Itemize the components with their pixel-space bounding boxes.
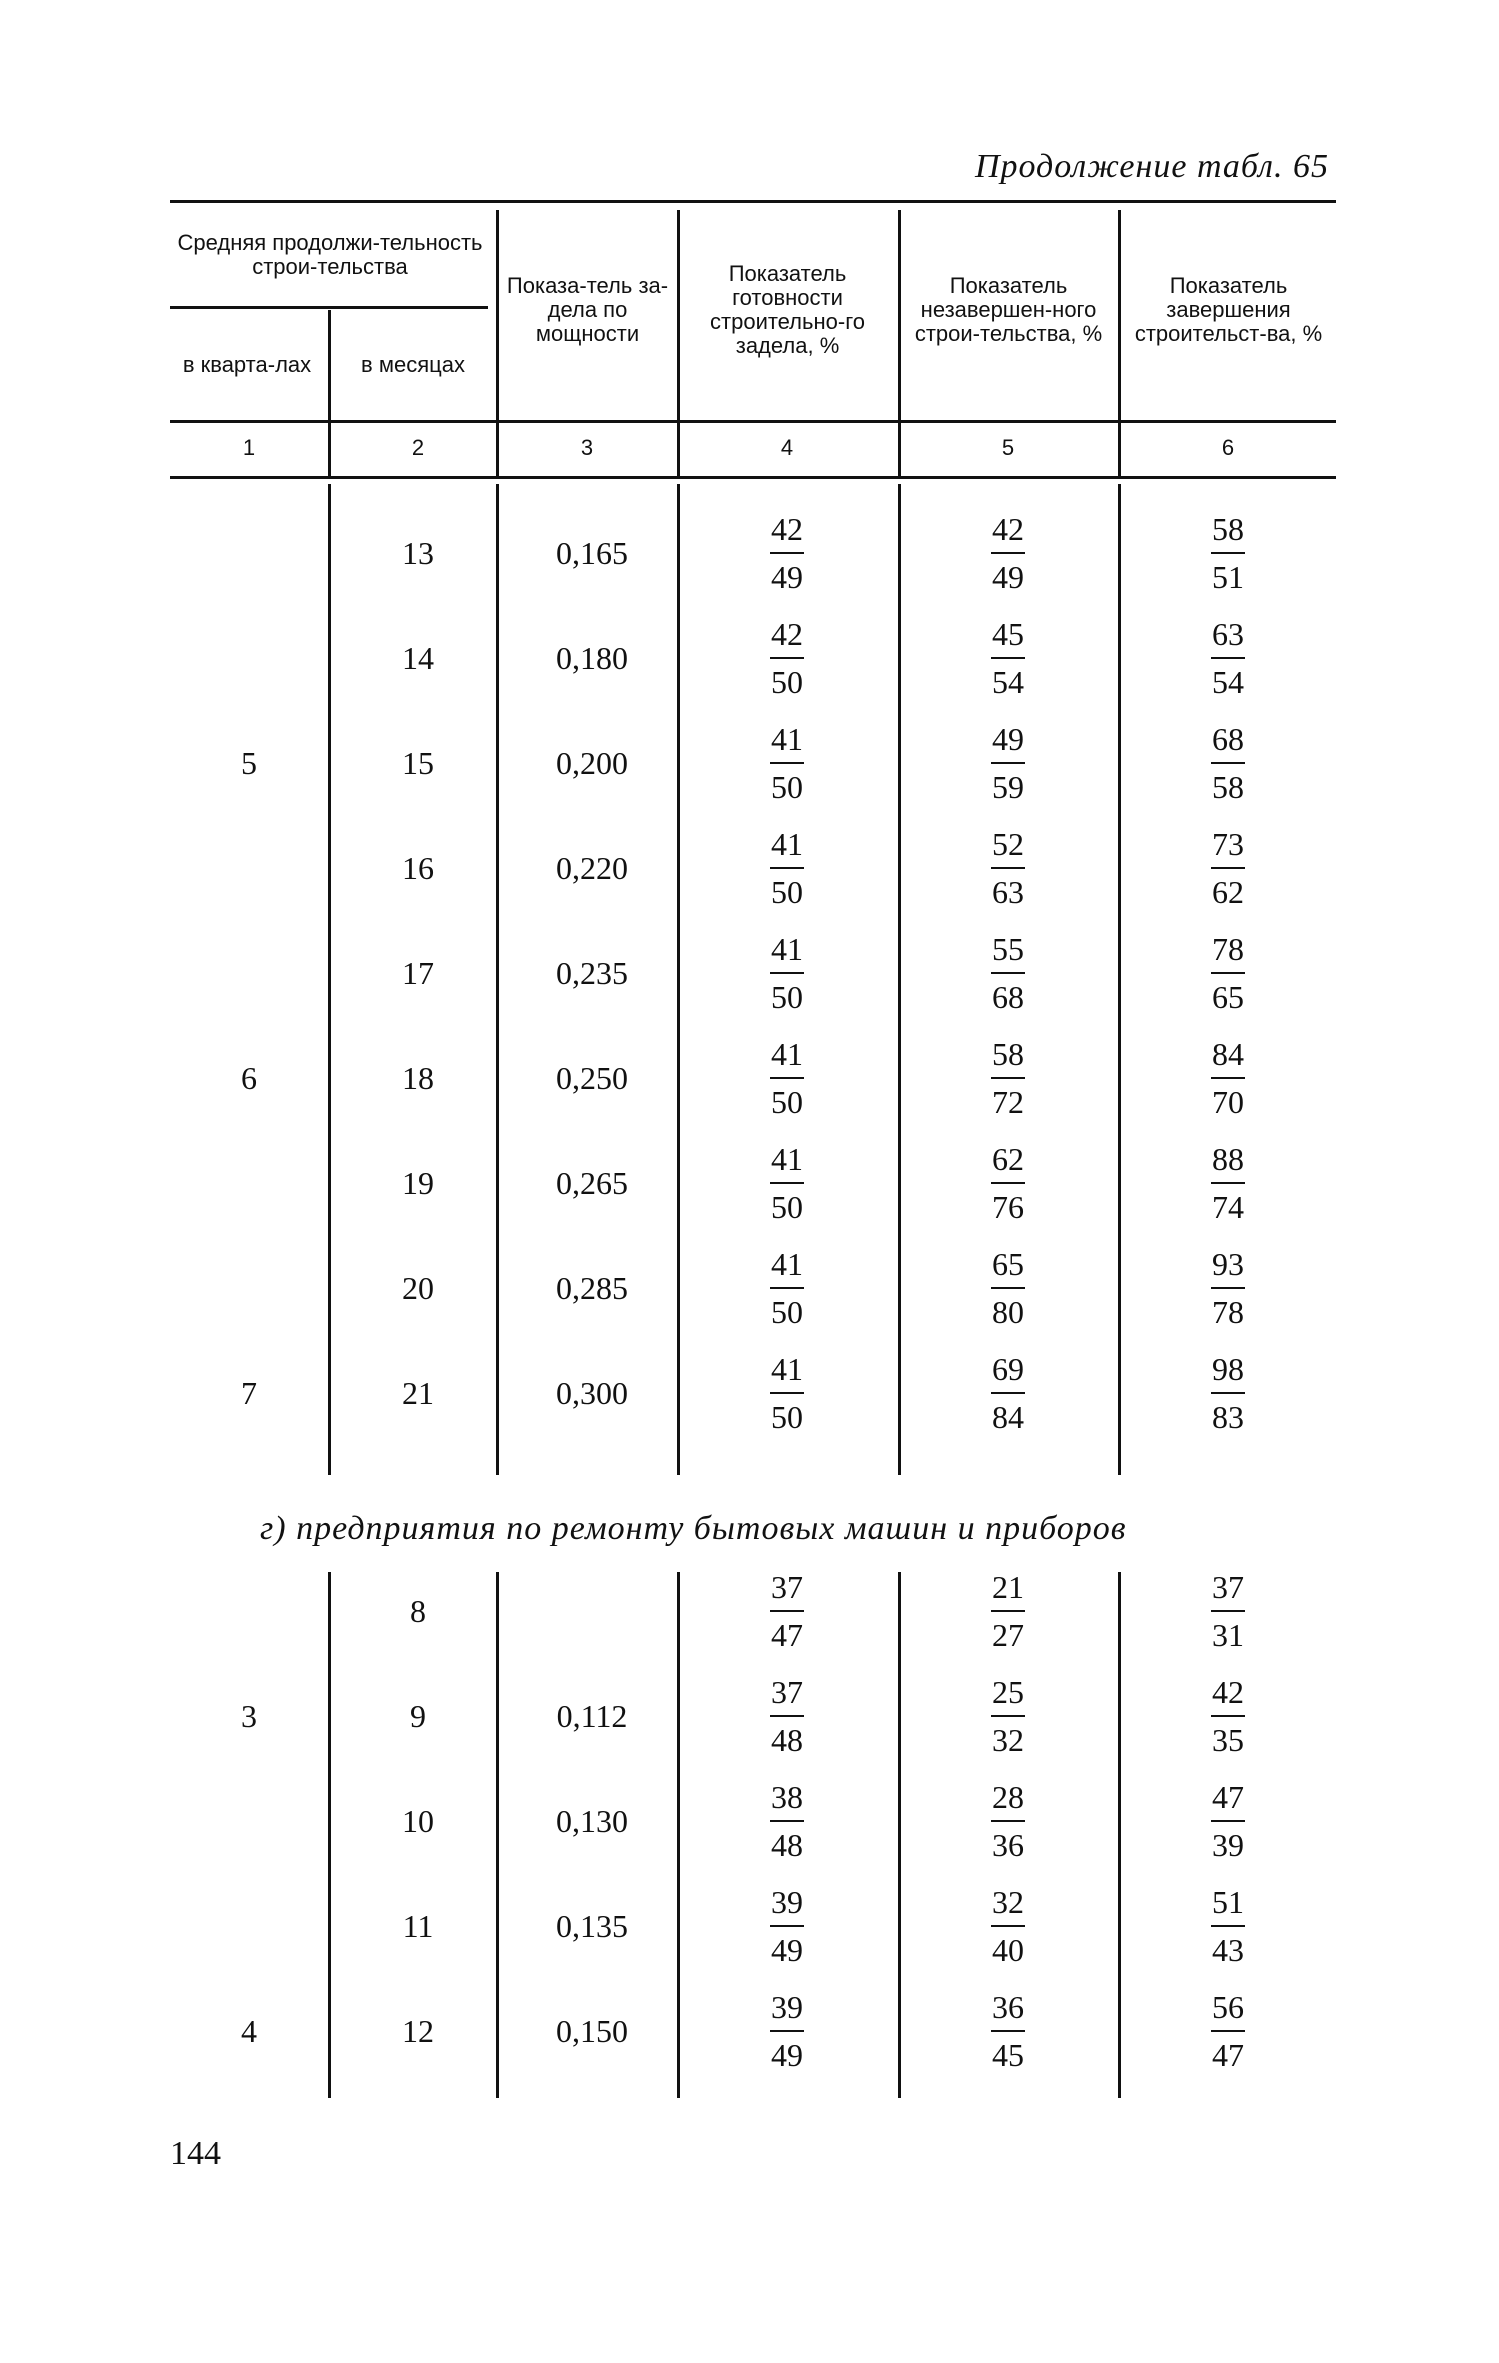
fraction-c4 [747,1140,827,1226]
fraction-bar [991,1715,1025,1717]
numerator: 55 [992,931,1024,967]
denominator: 50 [771,664,803,700]
fraction-bar [1211,1610,1245,1612]
numerator: 73 [1212,826,1244,862]
fraction-bar [770,972,804,974]
numerator: 36 [992,1989,1024,2025]
numerator: 58 [992,1036,1024,1072]
fraction-bar [770,1925,804,1927]
numerator: 42 [992,511,1024,547]
cell-q: 4 [241,2013,257,2049]
cell-m: 12 [402,2013,434,2049]
body-divider-4 [898,1572,901,2098]
cell-m: 18 [402,1060,434,1096]
numerator: 69 [992,1351,1024,1387]
denominator: 76 [992,1189,1024,1225]
denominator: 48 [771,1827,803,1863]
numerator: 58 [1212,511,1244,547]
fraction-c5 [968,1035,1048,1121]
fraction-bar [770,762,804,764]
cell-p: 0,130 [556,1803,628,1839]
fraction-bar [770,1715,804,1717]
numerator: 98 [1212,1351,1244,1387]
fraction-bar [1211,1715,1245,1717]
numerator: 47 [1212,1779,1244,1815]
body-divider-2 [496,484,499,1475]
numerator: 37 [771,1674,803,1710]
fraction-bar [1211,1925,1245,1927]
cell-m: 19 [402,1165,434,1201]
denominator: 62 [1212,874,1244,910]
fraction-c5 [968,1245,1048,1331]
header-col3: Показа-тель за-дела по мощности [506,273,669,346]
fraction-bar [991,972,1025,974]
fraction-bar [991,1392,1025,1394]
numerator: 41 [771,721,803,757]
colnum-3: 3 [580,435,594,460]
denominator: 72 [992,1084,1024,1120]
cell-m: 9 [410,1698,426,1734]
denominator: 49 [771,1932,803,1968]
fraction-c5 [968,825,1048,911]
cell-m: 8 [410,1593,426,1629]
fraction-bar [991,657,1025,659]
numerator: 32 [992,1884,1024,1920]
fraction-c4 [747,1883,827,1969]
colnum-6: 6 [1221,435,1235,460]
denominator: 43 [1212,1932,1244,1968]
fraction-c6 [1188,720,1268,806]
cell-p: 0,200 [556,745,628,781]
denominator: 47 [771,1617,803,1653]
cell-p: 0,135 [556,1908,628,1944]
cell-m: 13 [402,535,434,571]
numerator: 84 [1212,1036,1244,1072]
cell-q: 6 [241,1060,257,1096]
fraction-bar [1211,762,1245,764]
fraction-bar [991,2030,1025,2032]
denominator: 49 [992,559,1024,595]
fraction-c4 [747,1778,827,1864]
fraction-c4 [747,1035,827,1121]
denominator: 50 [771,769,803,805]
fraction-c5 [968,615,1048,701]
fraction-c4 [747,1673,827,1759]
fraction-c4 [747,930,827,1016]
numerator: 42 [1212,1674,1244,1710]
fraction-c4 [747,615,827,701]
table-top-rule [170,200,1336,203]
denominator: 45 [992,2037,1024,2073]
fraction-c4 [747,1988,827,2074]
fraction-c6 [1188,1883,1268,1969]
cell-m: 15 [402,745,434,781]
numerator: 68 [1212,721,1244,757]
denominator: 70 [1212,1084,1244,1120]
group-sub-rule [170,306,488,309]
fraction-bar [1211,867,1245,869]
fraction-c6 [1188,930,1268,1016]
body-divider-4 [898,484,901,1475]
fraction-c6 [1188,1350,1268,1436]
denominator: 65 [1212,979,1244,1015]
cell-q: 7 [241,1375,257,1411]
fraction-c6 [1188,1245,1268,1331]
header-quarters: в кварта-лах [182,352,312,377]
fraction-bar [770,657,804,659]
numerator: 42 [771,511,803,547]
fraction-c4 [747,1245,827,1331]
cell-m: 11 [402,1908,434,1944]
fraction-bar [770,867,804,869]
denominator: 50 [771,1084,803,1120]
numerator: 93 [1212,1246,1244,1282]
cell-q: 5 [241,745,257,781]
colnum-4: 4 [780,435,794,460]
denominator: 59 [992,769,1024,805]
fraction-c5 [968,1568,1048,1654]
denominator: 78 [1212,1294,1244,1330]
numerator: 41 [771,1351,803,1387]
colnum-1: 1 [242,435,256,460]
denominator: 39 [1212,1827,1244,1863]
numerator: 56 [1212,1989,1244,2025]
numerator: 41 [771,931,803,967]
fraction-c5 [968,510,1048,596]
cell-p: 0,180 [556,640,628,676]
numerator: 65 [992,1246,1024,1282]
numerator: 51 [1212,1884,1244,1920]
fraction-c4 [747,1568,827,1654]
denominator: 35 [1212,1722,1244,1758]
header-group: Средняя продолжи-тельность строи-тельства [177,230,483,279]
numerator: 49 [992,721,1024,757]
cell-p: 0,265 [556,1165,628,1201]
fraction-bar [770,1077,804,1079]
numerator: 41 [771,1246,803,1282]
numerator: 21 [992,1569,1024,1605]
numerator: 39 [771,1884,803,1920]
cell-m: 14 [402,640,434,676]
numerator: 37 [771,1569,803,1605]
fraction-c6 [1188,1140,1268,1226]
colnum-bottom-rule [170,476,1336,479]
numerator: 41 [771,1141,803,1177]
fraction-c5 [968,720,1048,806]
numerator: 45 [992,616,1024,652]
cell-m: 10 [402,1803,434,1839]
fraction-bar [770,1287,804,1289]
colnum-divider-5 [1118,424,1121,474]
denominator: 83 [1212,1399,1244,1435]
numerator: 41 [771,1036,803,1072]
denominator: 84 [992,1399,1024,1435]
header-col4: Показатель готовности строительно-го задела, % [710,261,865,358]
fraction-c4 [747,825,827,911]
fraction-bar [1211,972,1245,974]
fraction-bar [991,1077,1025,1079]
colnum-5: 5 [1001,435,1015,460]
denominator: 32 [992,1722,1024,1758]
denominator: 49 [771,2037,803,2073]
body-divider-3 [677,1572,680,2098]
fraction-c5 [968,1883,1048,1969]
fraction-c6 [1188,615,1268,701]
denominator: 63 [992,874,1024,910]
fraction-c5 [968,1140,1048,1226]
denominator: 48 [771,1722,803,1758]
fraction-bar [1211,657,1245,659]
numerator: 62 [992,1141,1024,1177]
colnum-2: 2 [411,435,425,460]
numerator: 52 [992,826,1024,862]
denominator: 51 [1212,559,1244,595]
header-months: в месяцах [361,352,465,377]
fraction-c6 [1188,1988,1268,2074]
numerator: 37 [1212,1569,1244,1605]
numerator: 41 [771,826,803,862]
fraction-bar [991,1820,1025,1822]
numerator: 63 [1212,616,1244,652]
fraction-bar [991,867,1025,869]
denominator: 54 [1212,664,1244,700]
colnum-divider-4 [898,424,901,474]
fraction-c5 [968,930,1048,1016]
denominator: 36 [992,1827,1024,1863]
fraction-bar [770,552,804,554]
denominator: 50 [771,979,803,1015]
denominator: 54 [992,664,1024,700]
cell-m: 17 [402,955,434,991]
colnum-divider-3 [677,424,680,474]
denominator: 49 [771,559,803,595]
denominator: 50 [771,1294,803,1330]
fraction-c5 [968,1988,1048,2074]
header-col5: Показатель незавершен-ного строи-тельства, % [914,273,1103,346]
fraction-bar [770,1392,804,1394]
cell-p: 0,165 [556,535,628,571]
fraction-bar [991,762,1025,764]
fraction-c6 [1188,1568,1268,1654]
denominator: 40 [992,1932,1024,1968]
cell-p: 0,220 [556,850,628,886]
denominator: 50 [771,1399,803,1435]
cell-p: 0,235 [556,955,628,991]
fraction-bar [1211,1820,1245,1822]
body-divider-3 [677,484,680,1475]
denominator: 47 [1212,2037,1244,2073]
fraction-bar [991,1182,1025,1184]
fraction-bar [770,1820,804,1822]
fraction-bar [1211,1392,1245,1394]
denominator: 80 [992,1294,1024,1330]
fraction-c6 [1188,1673,1268,1759]
fraction-c5 [968,1350,1048,1436]
denominator: 58 [1212,769,1244,805]
fraction-c6 [1188,1778,1268,1864]
body-divider-5 [1118,484,1121,1475]
fraction-bar [770,2030,804,2032]
cell-m: 21 [402,1375,434,1411]
denominator: 50 [771,1189,803,1225]
cell-p: 0,150 [556,2013,628,2049]
cell-p: 0,300 [556,1375,628,1411]
fraction-c4 [747,1350,827,1436]
fraction-bar [1211,2030,1245,2032]
fraction-bar [1211,1077,1245,1079]
denominator: 50 [771,874,803,910]
fraction-bar [991,1610,1025,1612]
body-divider-1 [328,484,331,1475]
body-divider-2 [496,1572,499,2098]
numerator: 28 [992,1779,1024,1815]
fraction-c6 [1188,510,1268,596]
fraction-bar [1211,1182,1245,1184]
page-number: 144 [170,2135,221,2172]
section-title: г) предприятия по ремонту бытовых машин и приборов [260,1510,1127,1547]
colnum-divider-1 [328,424,331,474]
fraction-bar [991,1925,1025,1927]
cell-q: 3 [241,1698,257,1734]
fraction-c5 [968,1778,1048,1864]
numerator: 78 [1212,931,1244,967]
body-divider-5 [1118,1572,1121,2098]
fraction-c5 [968,1673,1048,1759]
cell-p: 0,250 [556,1060,628,1096]
cell-p: 0,112 [556,1698,628,1734]
denominator: 27 [992,1617,1024,1653]
numerator: 39 [771,1989,803,2025]
fraction-c4 [747,510,827,596]
fraction-bar [770,1182,804,1184]
fraction-bar [991,1287,1025,1289]
fraction-bar [991,552,1025,554]
fraction-c6 [1188,825,1268,911]
denominator: 68 [992,979,1024,1015]
fraction-bar [1211,1287,1245,1289]
cell-m: 16 [402,850,434,886]
numerator: 25 [992,1674,1024,1710]
cell-m: 20 [402,1270,434,1306]
header-bottom-rule [170,420,1336,423]
fraction-bar [770,1610,804,1612]
colnum-divider-2 [496,424,499,474]
table-caption: Продолжение табл. 65 [974,148,1329,185]
body-divider-1 [328,1572,331,2098]
denominator: 31 [1212,1617,1244,1653]
numerator: 38 [771,1779,803,1815]
denominator: 74 [1212,1189,1244,1225]
fraction-bar [1211,552,1245,554]
header-col6: Показатель завершения строительст-ва, % [1134,273,1323,346]
cell-p: 0,285 [556,1270,628,1306]
numerator: 42 [771,616,803,652]
fraction-c6 [1188,1035,1268,1121]
fraction-c4 [747,720,827,806]
numerator: 88 [1212,1141,1244,1177]
